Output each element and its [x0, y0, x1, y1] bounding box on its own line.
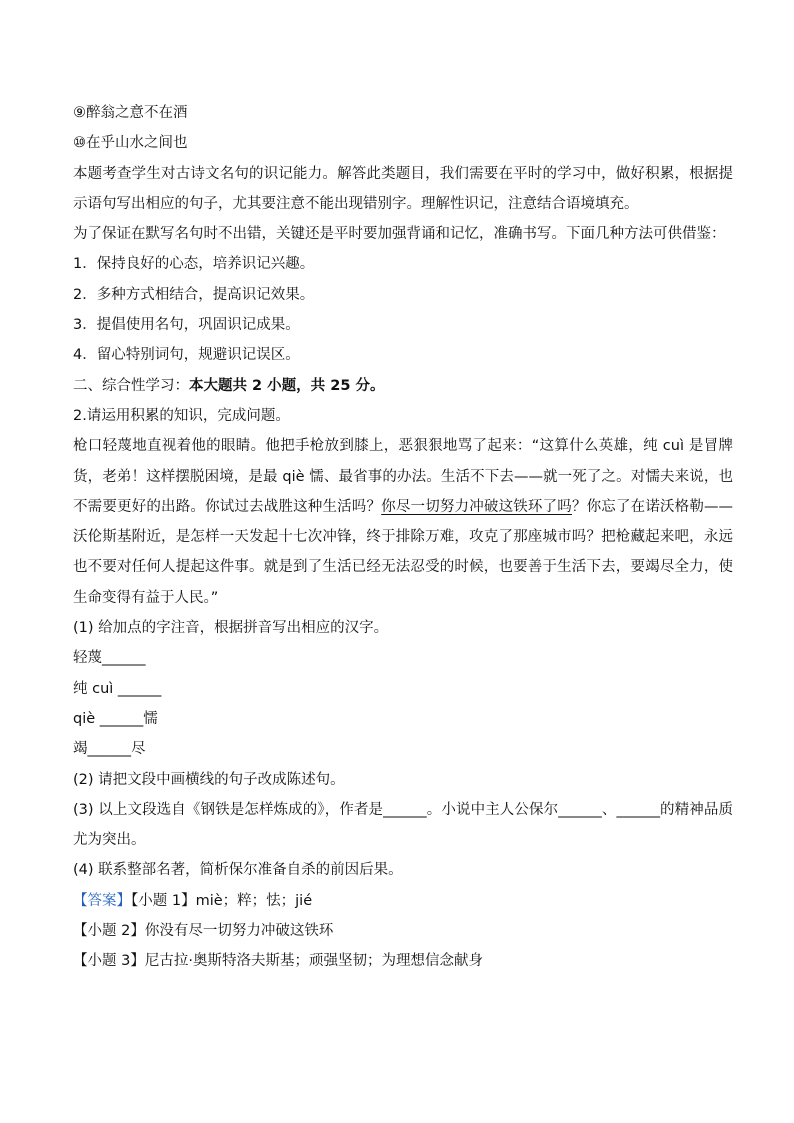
passage-text-end: ？你忘了在诺沃格勒——沃伦斯基附近，是怎样一天发起十七次冲锋，终于排除万难，攻克了那座城市吗？把枪藏起来吧，永远也不要对任何人提起这件事。就是到了生活已经无法忍受的时候，也要善于生活下去，要竭尽全力，使生命变得有益于人民。”	[73, 498, 734, 606]
method-item-1: 1．保持良好的心态，培养识记兴趣。	[73, 256, 315, 273]
answer-line-10: ⑩在乎山水之间也	[73, 135, 188, 152]
answer-row-1	[73, 886, 733, 916]
answer-3: 【小题 3】尼古拉·奥斯特洛夫斯基；顽强坚韧；为理想信念献身	[73, 953, 483, 970]
sub-question-4: (4) 联系整部名著，简析保尔准备自杀的前因后果。	[73, 862, 403, 879]
sub-question-1: (1) 给加点的字注音，根据拼音写出相应的汉字。	[73, 620, 389, 637]
method-item-2: 2．多种方式相结合，提高识记效果。	[73, 286, 315, 303]
sub-question-2: (2) 请把文段中画横线的句子改成陈述句。	[73, 771, 345, 788]
section-heading-title: 二、综合性学习：	[73, 377, 189, 394]
method-item-4: 4．留心特别词句，规避识记误区。	[73, 347, 300, 364]
answer-2: 【小题 2】你没有尽一切努力冲破这铁环	[73, 923, 334, 940]
section-heading-detail: 本大题共 2 小题，共 25 分。	[189, 377, 385, 394]
fill-blank-3: qiè ______懦	[73, 710, 158, 727]
section-heading	[73, 371, 733, 401]
answer-1: 【小题 1】miè；粹；怯；jié	[131, 892, 313, 909]
fill-blank-1: 轻蔑______	[73, 650, 146, 667]
document-body	[73, 98, 733, 977]
method-item-3: 3．提倡使用名句，巩固识记成果。	[73, 317, 300, 334]
answer-line-9: ⑨醉翁之意不在酒	[73, 105, 188, 121]
fill-blank-4: 竭______尽	[73, 741, 146, 758]
question-2-stem: 2.请运用积累的知识，完成问题。	[73, 407, 290, 424]
explanation-paragraph: 本题考查学生对古诗文名句的识记能力。解答此类题目，我们需要在平时的学习中，做好积累，根据提示语句写出相应的句子，尤其要注意不能出现错别字。理解性识记，注意结合语境填充。	[73, 165, 733, 212]
reading-passage	[73, 431, 733, 613]
fill-blank-2: 纯 cuì ______	[73, 680, 162, 697]
sub-question-3: (3) 以上文段选自《钢铁是怎样炼成的》，作者是______。小说中主人公保尔______、______的精神品质尤为突出。	[73, 801, 733, 849]
passage-text-start: 枪口轻蔑地直视着他的眼睛。他把手枪放到膝上，恶狠狠地骂了起来：“这算什么英雄，纯 cuì 是冒牌货，老弟！这样摆脱困境，是最 qiè 懦、最省事的办法。生活不下去——就一死了之。对懦夫来说，也不需要更好的出路。你试过去战胜这种生活吗？	[73, 438, 733, 515]
underlined-sentence: 你尽一切努力冲破这铁环了吗	[381, 498, 572, 515]
method-intro: 为了保证在默写名句时不出错，关键还是平时要加强背诵和记忆，准确书写。下面几种方法可供借鉴：	[73, 226, 726, 243]
answer-tag: 【答案】	[73, 892, 131, 909]
